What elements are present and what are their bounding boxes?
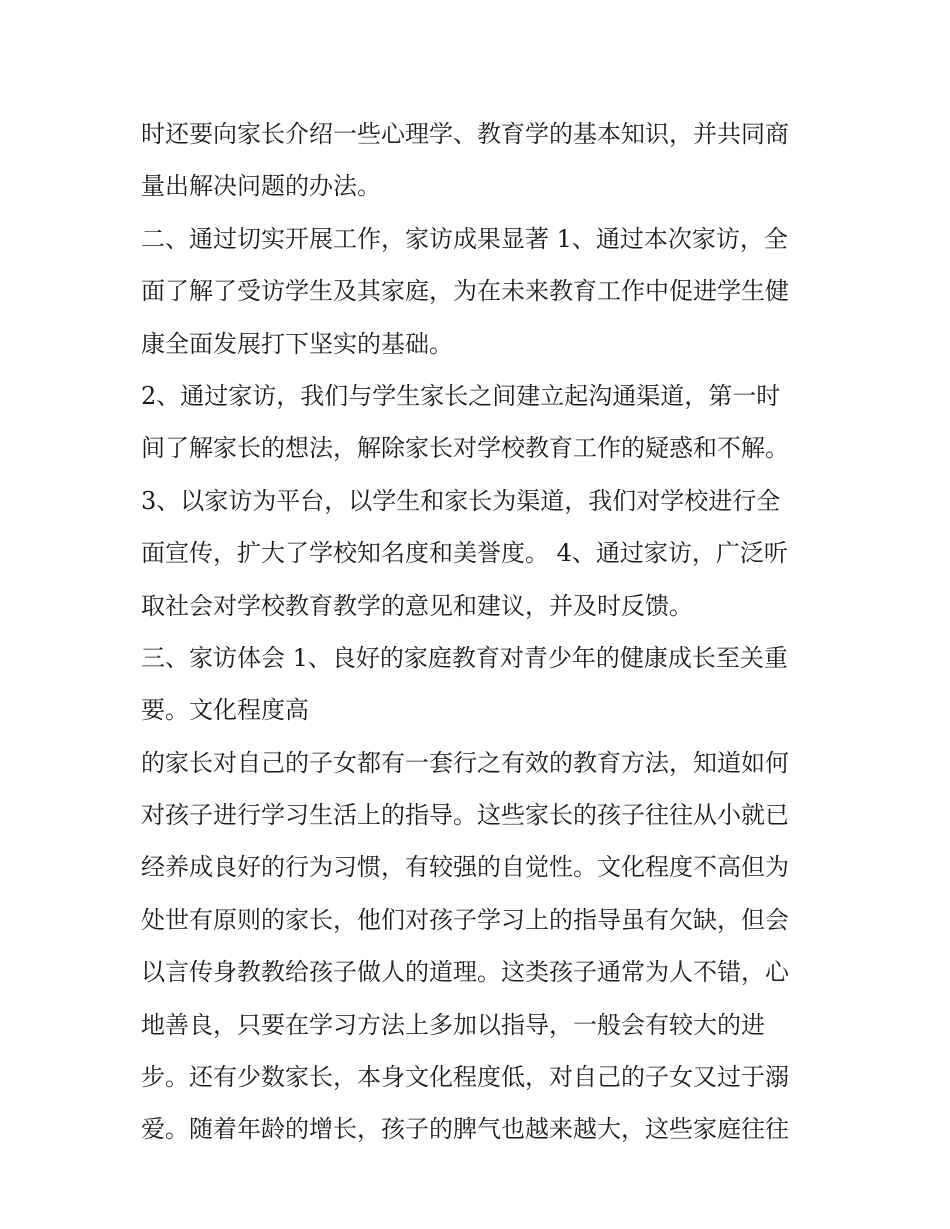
text-line: 要。文化程度高 [141,696,309,725]
text-line: 康全面发展打下坚实的基础。 [141,329,453,358]
text-line: 2、通过家访，我们与学生家长之间建立起沟通渠道，第一时 [141,381,781,410]
text-line: 对孩子进行学习生活上的指导。这些家长的孩子往往从小就已 [141,801,789,830]
text-line: 取社会对学校教育教学的意见和建议，并及时反馈。 [141,591,693,620]
text-line: 处世有原则的家长，他们对孩子学习上的指导虽有欠缺，但会 [141,905,789,934]
text-line: 量出解决问题的办法。 [141,172,381,201]
text-line: 三、家访体会 1、良好的家庭教育对青少年的健康成长至关重 [141,643,788,672]
document-body [141,108,821,1156]
text-line: 间了解家长的想法，解除家长对学校教育工作的疑惑和不解。 [141,434,789,463]
text-line: 步。还有少数家长，本身文化程度低，对自己的子女又过于溺 [141,1063,789,1092]
text-line: 时还要向家长介绍一些心理学、教育学的基本知识，并共同商 [141,120,789,148]
text-line: 面宣传，扩大了学校知名度和美誉度。 4、通过家访，广泛听 [141,539,788,568]
text-line: 地善良，只要在学习方法上多加以指导，一般会有较大的进 [141,1010,765,1039]
text-line: 二、通过切实开展工作，家访成果显著 1、通过本次家访，全 [141,224,788,253]
text-line: 3、以家访为平台，以学生和家长为渠道，我们对学校进行全 [141,486,781,515]
text-line: 经养成良好的行为习惯，有较强的自觉性。文化程度不高但为 [141,853,789,882]
text-line: 的家长对自己的子女都有一套行之有效的教育方法，知道如何 [141,748,789,777]
text-line: 以言传身教教给孩子做人的道理。这类孩子通常为人不错，心 [141,958,789,987]
text-line: 爱。随着年龄的增长，孩子的脾气也越来越大，这些家庭往往 [141,1115,789,1144]
text-line: 面了解了受访学生及其家庭，为在未来教育工作中促进学生健 [141,277,789,306]
